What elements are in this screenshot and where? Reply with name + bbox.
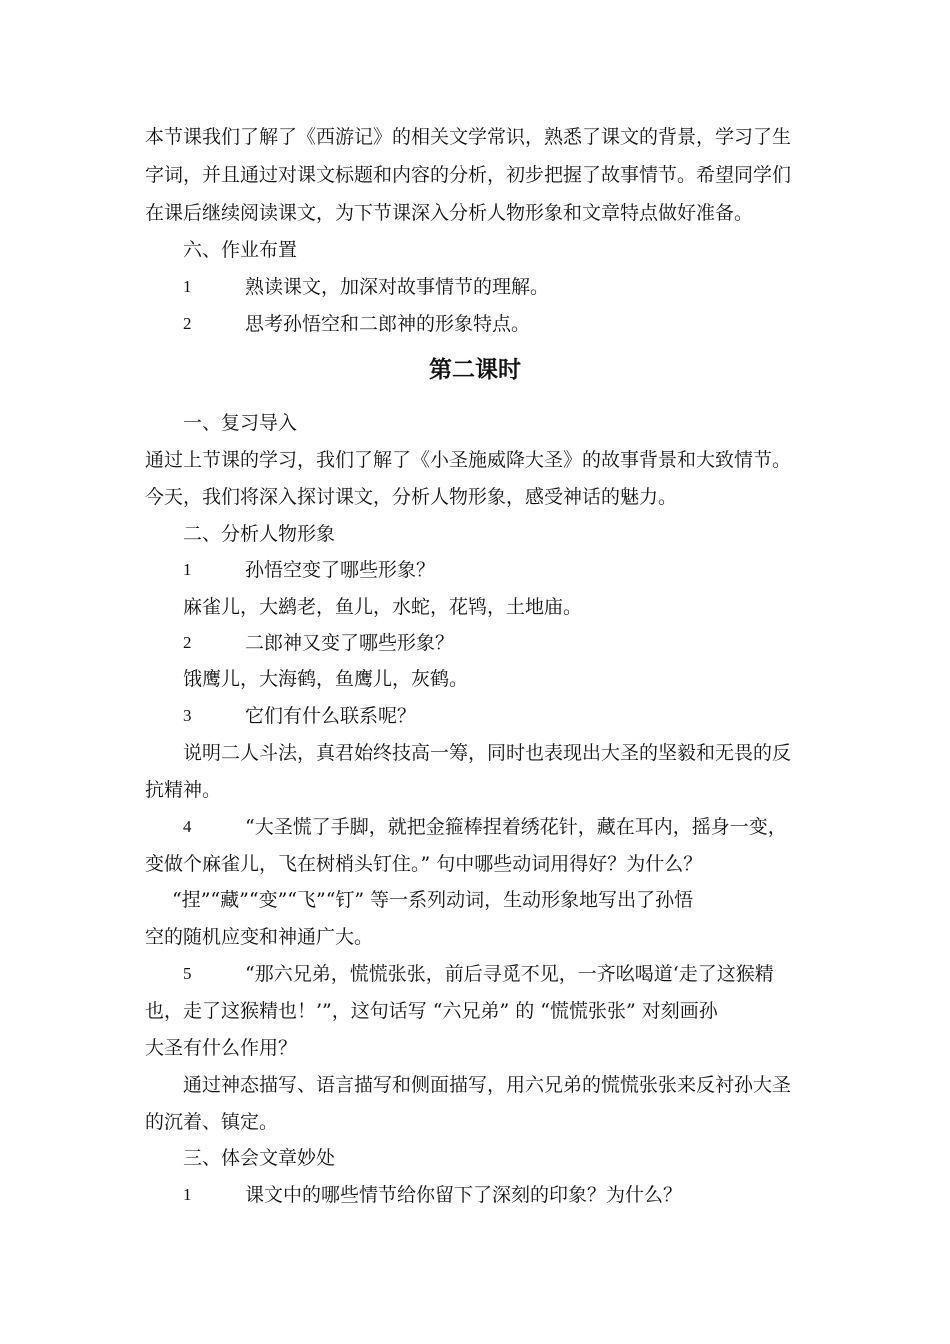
summary-line-3: 在课后继续阅读课文，为下节课深入分析人物形象和文章特点做好准备。: [145, 202, 754, 224]
homework-item-1-number: 1: [183, 277, 192, 296]
question-4-line-1: “大圣慌了手脚，就把金箍棒捏着绣花针，藏在耳内，摇身一变，: [245, 816, 787, 838]
question-4-line-2: 变做个麻雀儿，飞在树梢头钉住。” 句中哪些动词用得好？为什么？: [145, 853, 703, 875]
homework-item-2-number: 2: [183, 314, 192, 333]
homework-item-2: 思考孙悟空和二郎神的形象特点。: [245, 313, 531, 335]
review-heading: 一、复习导入: [183, 412, 298, 434]
answer-3-line-2: 抗精神。: [145, 779, 222, 801]
lesson-title: 第二课时: [429, 357, 521, 383]
answer-4-line-1: “捏”“藏”“变”“飞”“钉” 等一系列动词，生动形象地写出了孙悟: [172, 889, 694, 911]
answer-5-line-2: 的沉着、镇定。: [145, 1111, 279, 1133]
question-1: 孙悟空变了哪些形象？: [245, 559, 436, 581]
question-3-number: 3: [183, 706, 192, 725]
answer-1: 麻雀儿，大鹚老，鱼儿，水蛇，花鸨，土地庙。: [183, 596, 583, 618]
homework-heading: 六、作业布置: [183, 239, 298, 261]
analysis-heading: 二、分析人物形象: [183, 523, 336, 545]
question-5-line-1: “那六兄弟，慌慌张张，前后寻觅不见，一齐吆喝道‘走了这猴精: [245, 963, 774, 985]
summary-line-2: 字词，并且通过对课文标题和内容的分析，初步把握了故事情节。希望同学们: [145, 164, 792, 186]
homework-item-1: 熟读课文，加深对故事情节的理解。: [245, 276, 550, 298]
answer-4-line-2: 空的随机应变和神通广大。: [145, 926, 374, 948]
answer-2: 饿鹰儿，大海鹤，鱼鹰儿，灰鹤。: [183, 668, 469, 690]
question-5-number: 5: [183, 964, 192, 983]
question-2: 二郎神又变了哪些形象？: [245, 632, 455, 654]
question-1-number: 1: [183, 560, 192, 579]
question-5-line-3: 大圣有什么作用？: [145, 1037, 298, 1059]
question-3: 它们有什么联系呢？: [245, 705, 417, 727]
review-line-1: 通过上节课的学习，我们了解了《小圣施威降大圣》的故事背景和大致情节。: [145, 449, 792, 471]
appreciation-question-1-number: 1: [183, 1185, 192, 1204]
summary-line-1: 本节课我们了解了《西游记》的相关文学常识，熟悉了课文的背景，学习了生: [145, 126, 792, 148]
question-5-line-2: 也，走了这猴精也！’”，这句话写 “六兄弟” 的 “慌慌张张” 对刻画孙: [145, 1000, 718, 1022]
question-2-number: 2: [183, 633, 192, 652]
answer-3-line-1: 说明二人斗法，真君始终技高一筹，同时也表现出大圣的坚毅和无畏的反: [183, 742, 792, 764]
review-line-2: 今天，我们将深入探讨课文，分析人物形象，感受神话的魅力。: [145, 486, 678, 508]
appreciation-heading: 三、体会文章妙处: [183, 1147, 336, 1169]
question-4-number: 4: [183, 817, 192, 836]
answer-5-line-1: 通过神态描写、语言描写和侧面描写，用六兄弟的慌慌张张来反衬孙大圣: [183, 1074, 792, 1096]
appreciation-question-1: 课文中的哪些情节给你留下了深刻的印象？为什么？: [245, 1184, 683, 1206]
